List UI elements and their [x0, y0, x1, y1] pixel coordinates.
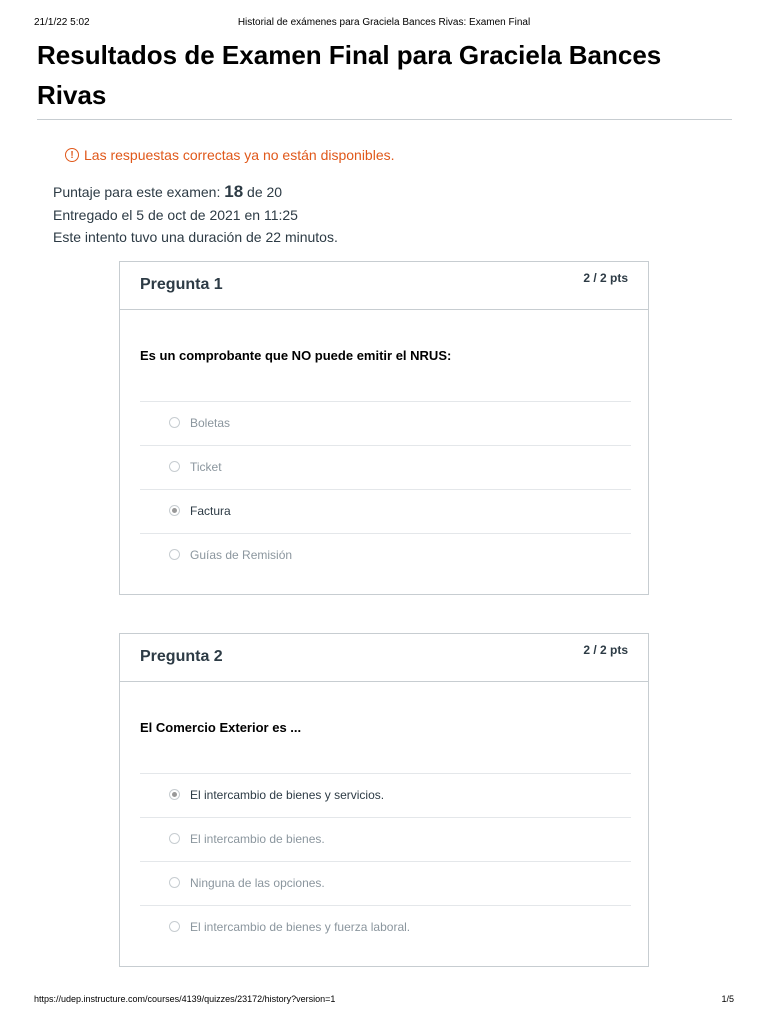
answer-label: Guías de Remisión: [190, 548, 293, 562]
answer-option[interactable]: [140, 445, 631, 489]
question-points: 2 / 2 pts: [583, 643, 628, 657]
answer-option[interactable]: [140, 817, 631, 861]
answer-label: Boletas: [190, 416, 231, 430]
answer-label: Factura: [190, 504, 231, 518]
title-divider: [37, 119, 732, 120]
answer-label: El intercambio de bienes.: [190, 832, 325, 846]
question-points: 2 / 2 pts: [583, 271, 628, 285]
answer-label: Ticket: [190, 460, 222, 474]
score-label: Puntaje para este examen:: [53, 184, 221, 200]
answer-label: Ninguna de las opciones.: [190, 876, 325, 890]
page-number: 1/5: [721, 994, 734, 1004]
page-title: Resultados de Examen Final para Graciela Bances Rivas: [37, 40, 662, 110]
question-title: Pregunta 1: [140, 276, 223, 293]
submitted-date: Entregado el 5 de oct de 2021 en 11:25: [53, 207, 298, 223]
answer-option[interactable]: [140, 533, 631, 577]
score-value: 18: [224, 182, 244, 201]
question-title: Pregunta 2: [140, 648, 223, 665]
question-text: Es un comprobante que NO puede emitir el NRUS:: [140, 348, 452, 363]
exclamation-circle-icon: !: [65, 148, 79, 162]
print-header: [0, 17, 768, 31]
question-text: El Comercio Exterior es ...: [140, 720, 302, 735]
radio-button[interactable]: [169, 833, 180, 844]
answer-option[interactable]: [140, 905, 631, 949]
attempt-duration: Este intento tuvo una duración de 22 minutos.: [53, 229, 338, 245]
radio-button[interactable]: [169, 549, 180, 560]
radio-button-checked[interactable]: [169, 789, 180, 800]
answer-label: El intercambio de bienes y fuerza laboral.: [190, 920, 411, 934]
print-date: 21/1/22 5:02: [34, 17, 90, 28]
page-url: https://udep.instructure.com/courses/4139/quizzes/23172/history?version=1: [34, 994, 336, 1004]
answer-option-selected[interactable]: [140, 489, 631, 533]
answer-list: [140, 401, 631, 577]
answer-option[interactable]: [140, 861, 631, 905]
score-suffix: de 20: [247, 184, 283, 200]
score-line: [53, 182, 282, 202]
answer-list: [140, 773, 631, 949]
question-header: [120, 634, 648, 682]
radio-button[interactable]: [169, 461, 180, 472]
radio-button[interactable]: [169, 921, 180, 932]
print-title: Historial de exámenes para Graciela Bances Rivas: Examen Final: [237, 17, 531, 28]
radio-button[interactable]: [169, 877, 180, 888]
question-card: [119, 261, 649, 595]
question-header: [120, 262, 648, 310]
radio-button-checked[interactable]: [169, 505, 180, 516]
warning-text: Las respuestas correctas ya no están disponibles.: [84, 147, 395, 163]
question-card: [119, 633, 649, 967]
answers-unavailable-notice: [65, 147, 395, 163]
answer-option-selected[interactable]: [140, 773, 631, 817]
radio-button[interactable]: [169, 417, 180, 428]
answer-option[interactable]: [140, 401, 631, 445]
answer-label: El intercambio de bienes y servicios.: [190, 788, 385, 802]
